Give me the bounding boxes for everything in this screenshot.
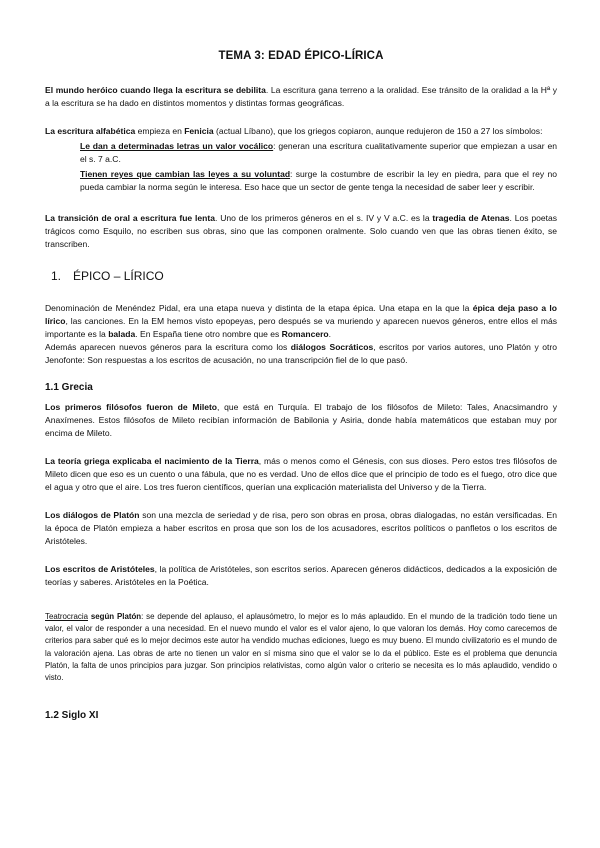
- indented-item-2: Tienen reyes que cambian las leyes a su voluntad: surge la costumbre de escribir la ley en piedra, para que el rey no pueda cambiar la norma según le interesa. Eso hace que un sector de gente tenga la necesidad de saber leer y escribir.: [80, 169, 557, 192]
- page-title: TEMA 3: EDAD ÉPICO-LÍRICA: [218, 50, 384, 62]
- grecia-paragraph-3: Los diálogos de Platón son una mezcla de seriedad y de risa, pero son obras en prosa, obras dialogadas, no están versificadas. En la época de Platón empieza a haber escritos en prosa que son los de los acusadores, escritos políticos o panfletos o los escritos de Aristóteles.: [45, 510, 557, 546]
- document-page: [45, 50, 557, 729]
- indented-item-1: Le dan a determinadas letras un valor vocálico: generan una escritura cualitativamente superior que empiezan a usar en el s. 7 a.C.: [80, 141, 557, 164]
- intro-bold: El mundo heróico cuando llega la escritura se debilita: [45, 85, 266, 95]
- section-heading-1: [51, 269, 557, 283]
- section1-paragraph-1: Denominación de Menéndez Pidal, era una etapa nueva y distinta de la etapa épica. Una etapa en la que la épica deja paso a lo lírico, las canciones. En la EM hemos visto epopeyas, pero después se va muriendo y aparecen nuevos géneros, entre ellos el más importante es la balada. En España tiene otro nombre que es Romancero.: [45, 303, 557, 339]
- grecia-paragraph-1: Los primeros filósofos fueron de Mileto, que está en Turquía. El trabajo de los filósofos de Mileto: Tales, Anacsimandro y Anaxímenes. Estos filósofos de Mileto recibían información de Babilonia y Asiria, donde había matemáticos que estaban muy por encima de Mileto.: [45, 402, 557, 438]
- intro-paragraph-3: La transición de oral a escritura fue lenta. Uno de los primeros géneros en el s. IV y V a.C. es la tragedia de Atenas. Los poetas trágicos como Esquilo, no escriben sus obras, sino que las componen oralmente. Solo cuando ven que las obras tienen éxito, se transcriben.: [45, 213, 558, 249]
- intro-paragraph-1: El mundo heróico cuando llega la escritura se debilita. La escritura gana terreno a la oralidad. Ese tránsito de la oralidad a la Hª y a la escritura se ha dado en distintos momentos y distintas formas geográficas.: [45, 85, 557, 108]
- section-heading-text: ÉPICO – LÍRICO: [73, 269, 164, 283]
- subsection-heading-grecia: 1.1 Grecia: [45, 382, 93, 393]
- section-number: 1.: [51, 269, 62, 283]
- teatrocracia-paragraph: Teatrocracia según Platón: se depende del aplauso, el aplausómetro, lo mejor es lo más aplaudido. En el mundo de la tradición todo tiene un valor, el valor de responder a una necesidad. En el nuevo mundo el valor es el valor ajeno, lo que valoran los demás. Hoy como carecemos de criterios para saber qué es lo mejor decimos este autor ha vendido muchas ediciones, luego es muy bueno. El mundo civilizatorio es el mundo de la valoración ajena. Las obras de arte no tienen un valor en sí misma sino que el valor se lo da el público. Este es el problema que denuncia Platón, la falta de unos principios para juzgar. Son principios relativistas, como algún valor o criterio se necesita es lo más aplaudido, vendido o visto.: [45, 612, 557, 683]
- subsection-heading-siglo-xi: 1.2 Siglo XI: [45, 710, 99, 722]
- section1-paragraph-2: Además aparecen nuevos géneros para la escritura como los diálogos Socráticos, escritos por varios autores, uno Platón y otro Jenofonte: Son respuestas a los escritos de acusación, no una transcripción fiel de lo que pasó.: [45, 342, 557, 365]
- intro-paragraph-2: La escritura alfabética empieza en Fenicia (actual Líbano), que los griegos copiaron, aunque redujeron de 150 a 27 los símbolos:: [45, 126, 543, 136]
- grecia-paragraph-2: La teoría griega explicaba el nacimiento de la Tierra, más o menos como el Génesis, con sus dioses. Pero estos tres filósofos de Mileto dicen que eso es un cuento o una fábula, que no es verdad. Uno de ellos dice que el principio de todo es el fuego, otro dice que el agua y otro que el aire. Los tres fueron científicos, querían una explicación materialista del Universo y de la Tierra.: [45, 456, 557, 492]
- grecia-paragraph-4: Los escritos de Aristóteles, la política de Aristóteles, son escritos serios. Aparecen géneros didácticos, dedicados a la exposición de teorías y saberes. Aristóteles en la Poética.: [45, 564, 557, 587]
